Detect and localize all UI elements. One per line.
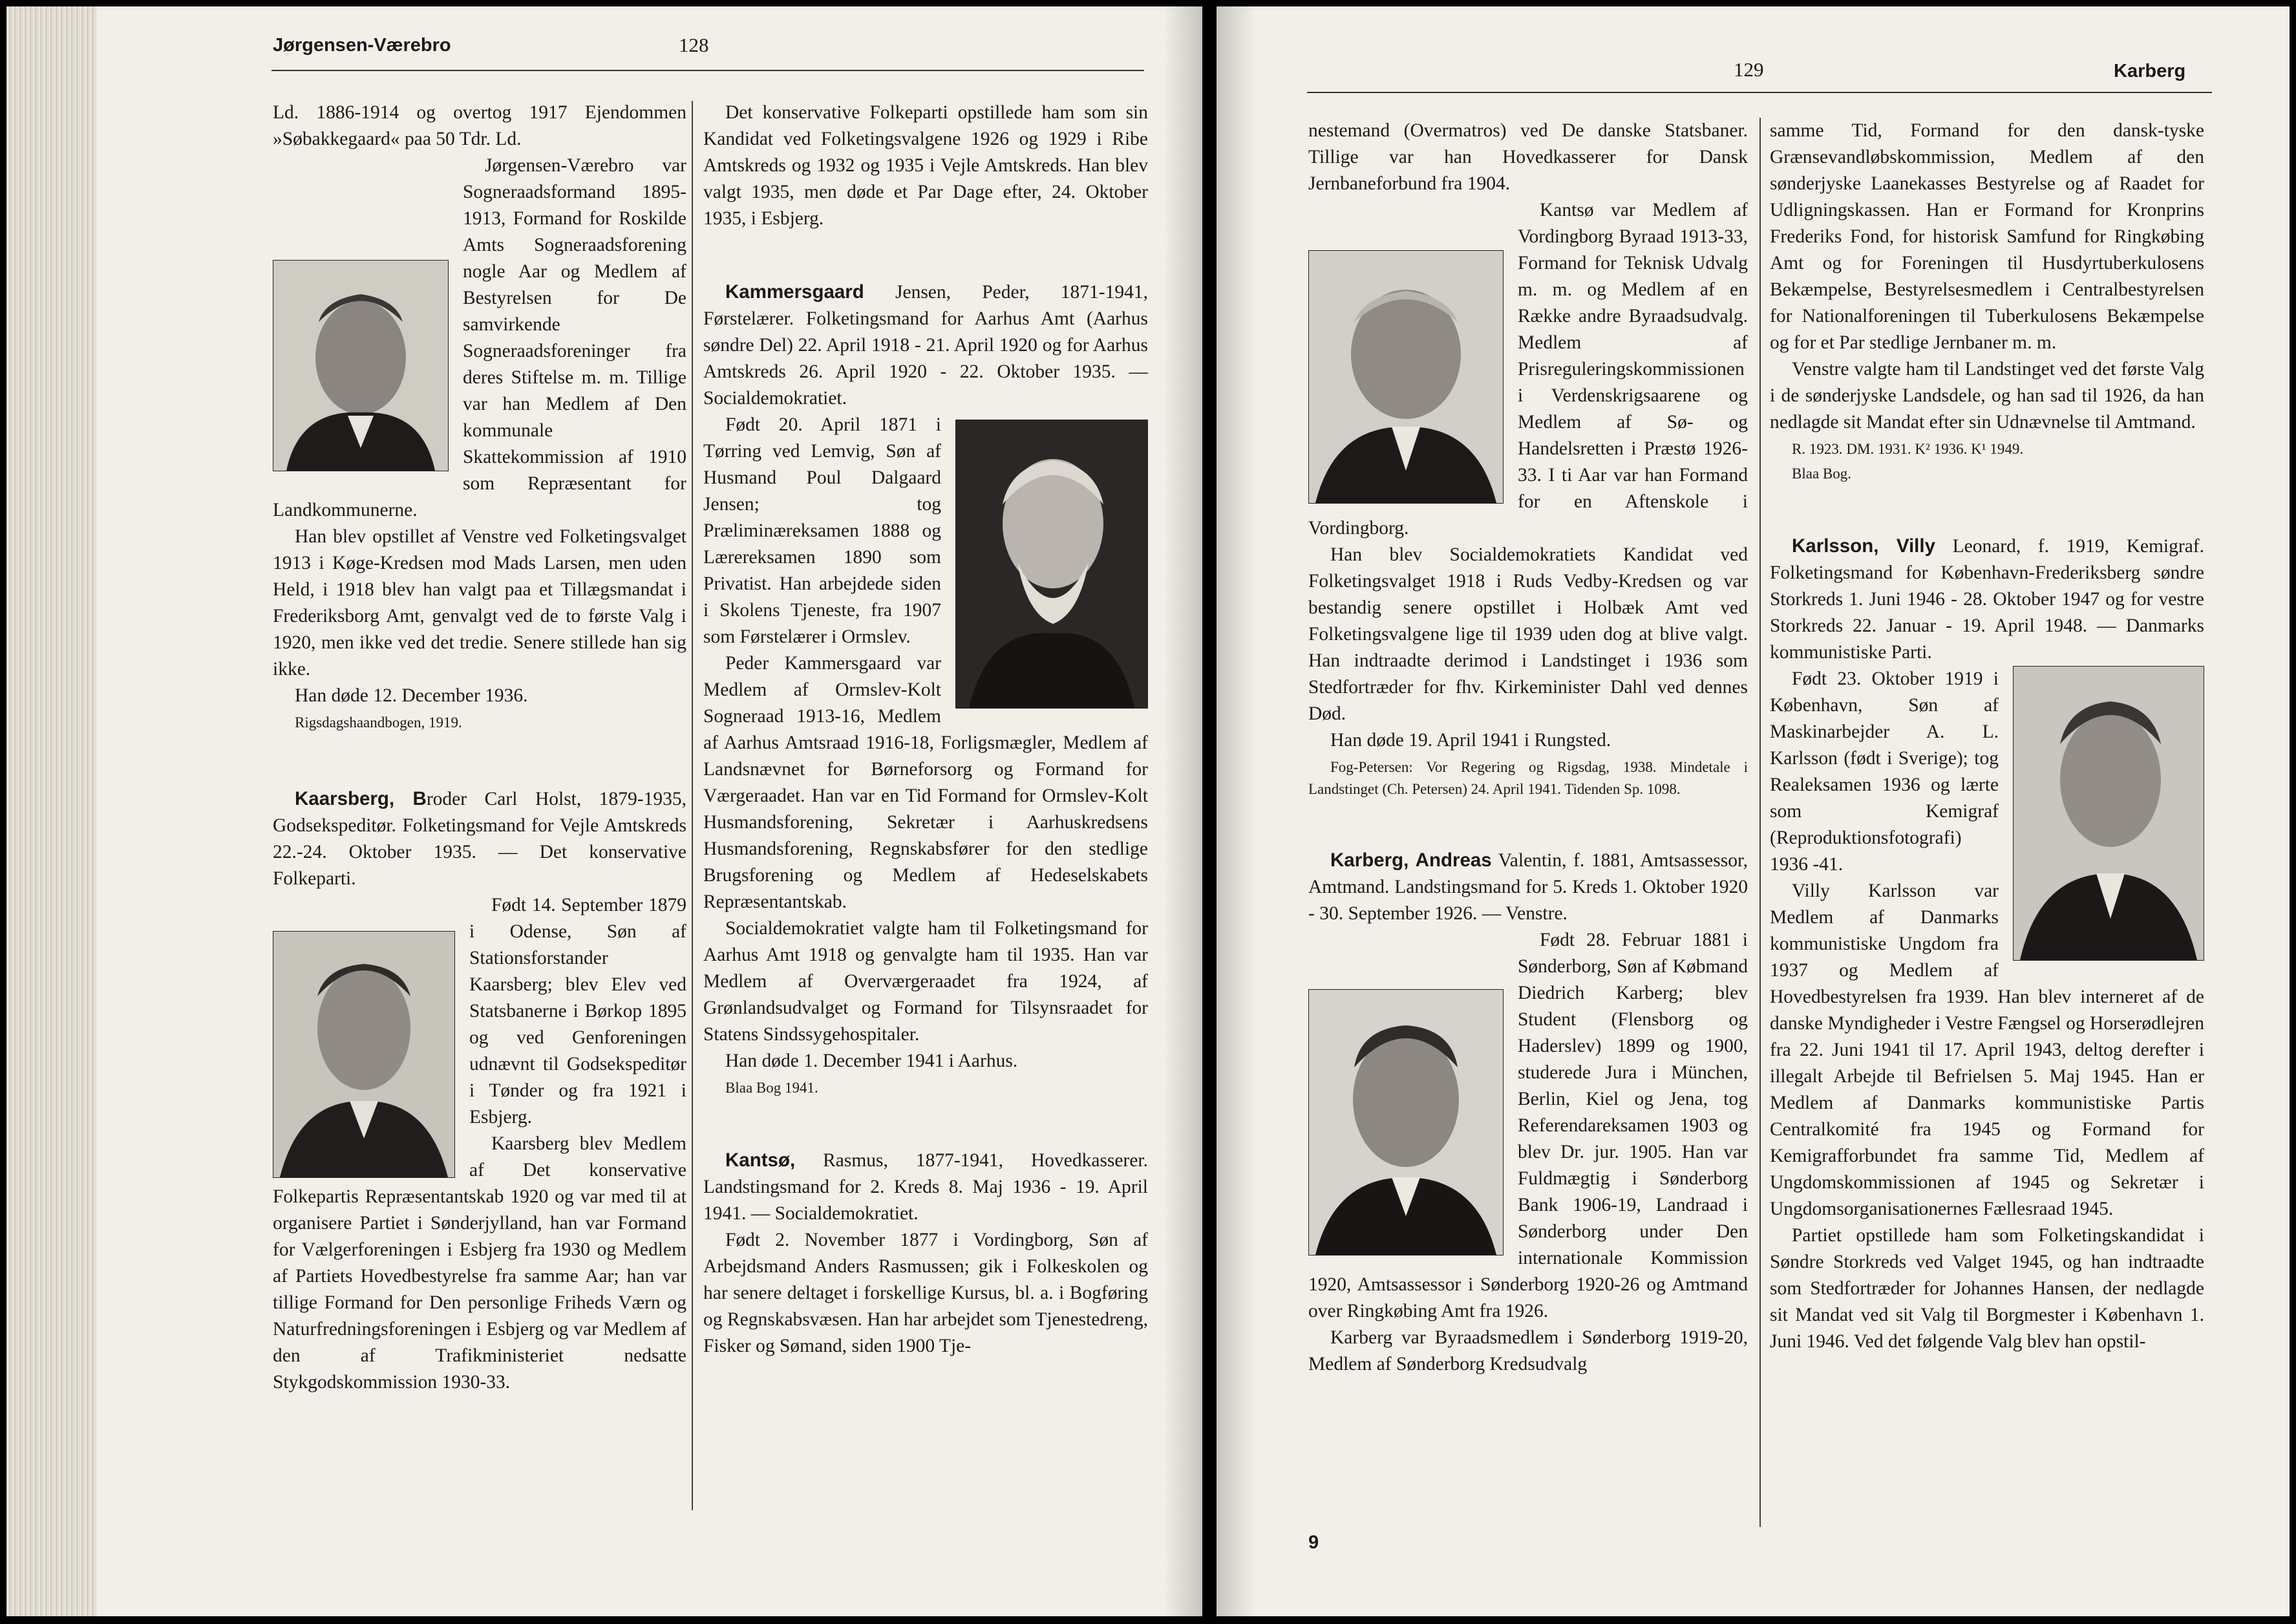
paragraph: samme Tid, Formand for den dansk-tyske Grænsevandløbskommission, Medlem af den sønderjyske Laanekasses Bestyrelse og af Raadet for Udligningskassen. Han er Formand for Kronprins Frederiks Fond, for historisk Samfund for Ringkøbing Amt og for Foreningen til Husdyrtuberkulosens Bekæmpelse, Bestyrelsesmedlem i Centralbestyrelsen for Nationalforeningen til Tuberkulosens Bekæmpelse og for et Par stedlige Jernbaner m. m. <box>1770 120 2204 353</box>
portrait-kaarsberg <box>273 931 455 1178</box>
entry-text: Valentin, f. 1881, Amtsassessor, Amtmand. Landstingsmand for 5. Kreds 1. Oktober 1920 - 30. September 1926. — Venstre. <box>1308 850 1748 924</box>
column-rule <box>1759 118 1761 1527</box>
paragraph: Født 2. November 1877 i Vordingborg, Søn af Arbejdsmand Anders Rasmussen; gik i Folkeskolen og har senere deltaget i forskellige Kursus, bl. a. i Bogføring og Regnskabsvæsen. Han har arbejdet som Tjenestedreng, Fisker og Sømand, siden 1900 Tje- <box>703 1230 1148 1356</box>
text-column-2 <box>703 100 1148 1360</box>
text-column-1 <box>1308 118 1748 1378</box>
paragraph: Kantsø var Medlem af Vordingborg Byraad 1913-33, Formand for Teknisk Udvalg m. m. og Medlem af en Række andre Byraadsudvalg. Medlem af Prisreguleringskommissionen i Verdenskrigsaarene og Medlem af Sø- og Handelsretten i Præstø 1926-33. I ti Aar var han Formand for en Aftenskole i Vordingborg. <box>1308 200 1748 539</box>
portrait-image <box>1309 990 1503 1255</box>
page-edge-stack <box>6 6 97 1616</box>
paragraph: Han døde 1. December 1941 i Aarhus. <box>725 1051 1018 1071</box>
paragraph: nestemand (Overmatros) ved De danske Statsbaner. Tillige var han Hovedkasserer for Dansk Jernbaneforbund fra 1904. <box>1308 120 1748 194</box>
paragraph: Ld. 1886-1914 og overtog 1917 Ejendommen »Søbakkegaard« paa 50 Tdr. Ld. <box>273 102 686 149</box>
portrait-kammersgaard <box>955 420 1148 709</box>
entry-name: Kaarsberg, B <box>295 788 427 809</box>
source-note: Blaa Bog 1941. <box>725 1080 818 1096</box>
source-note: R. 1923. DM. 1931. K² 1936. K¹ 1949. <box>1792 441 2024 457</box>
paragraph: Født 23. Oktober 1919 i København, Søn af Maskinarbejder A. L. Karlsson (født i Sverige); tog Realeksamen 1936 og lærte som Kemigraf (Reproduktionsfotografi) 1936 -41. <box>1770 668 1999 875</box>
portrait-jorgensen-vaerebro <box>273 260 449 471</box>
entry-name: Kantsø, <box>725 1149 796 1171</box>
paragraph: Kaarsberg blev Medlem af Det konservative Folkepartis Repræsentantskab 1920 og var med til at organisere Partiet i Sønderjylland, han var Formand for Vælgerforeningen i Esbjerg fra 1930 og Medlem af Partiets Hovedbestyrelse fra samme Aar; han var tillige Formand for Den personlige Friheds Værn og Naturfredningsforeningen i Esbjerg og var Medlem af den af Trafikministeriet nedsatte Stykgodskommission 1930-33. <box>273 1133 686 1393</box>
entry-text: Jensen, Peder, 1871-1941, Førstelærer. Folketingsmand for Aarhus Amt (Aarhus søndre Del) 22. April 1918 - 21. April 1920 og for Aarhus Amtskreds 26. April 1920 - 22. Oktober 1935. — Socialdemokratiet. <box>703 282 1148 409</box>
paragraph: Partiet opstillede ham som Folketingskandidat i Søndre Storkreds ved Valget 1945, og han indtraadte som Stedfortræder for Johannes Hansen, der nedlagde sit Mandat ved sit Valg til Borgmester i København 1. Juni 1946. Ved det følgende Valg blev han opstil- <box>1770 1225 2204 1352</box>
source-note: Fog-Petersen: Vor Regering og Rigsdag, 1938. Mindetale i Landstinget (Ch. Petersen) 24. April 1941. Tidenden Sp. 1098. <box>1308 759 1748 797</box>
paragraph: Født 14. September 1879 i Odense, Søn af Stationsforstander Kaarsberg; blev Elev ved Statsbanerne i Børkop 1895 og ved Genforeningen udnævnt til Godsekspeditør i Tønder og fra 1921 i Esbjerg. <box>469 895 686 1127</box>
entry-name: Karberg, Andreas <box>1330 849 1492 871</box>
portrait-image <box>956 420 1147 708</box>
portrait-karlsson <box>2013 666 2204 961</box>
column-rule <box>692 101 693 1510</box>
entry-text: Leonard, f. 1919, Kemigraf. Folketingsmand for København-Frederiksberg søndre Storkreds 1. Juni 1946 - 28. Oktober 1947 og for vestre Storkreds 22. Januar - 19. April 1948. — Danmarks kommunistiske Parti. <box>1770 536 2204 663</box>
portrait-kantso <box>1308 250 1504 504</box>
paragraph: Jørgensen-Værebro var Sogneraadsformand 1895-1913, Formand for Roskilde Amts Sogneraadsforening nogle Aar og Medlem af Bestyrelsen for De samvirkende Sogneraadsforeninger fra deres Stiftelse m. m. Tillige var han Medlem af Den kommunale Skattekommission af 1910 som Repræsentant for Landkommunerne. <box>273 155 686 520</box>
portrait-image <box>273 932 454 1177</box>
source-note: Blaa Bog. <box>1792 465 1851 482</box>
gutter-shadow <box>1164 6 1202 1616</box>
running-title: Jørgensen-Værebro <box>273 35 451 56</box>
paragraph: Han døde 12. December 1936. <box>295 685 528 706</box>
gutter-shadow <box>1217 6 1255 1616</box>
signature-mark: 9 <box>1308 1532 1319 1553</box>
paragraph: Han døde 19. April 1941 i Rungsted. <box>1330 730 1611 751</box>
paragraph: Peder Kammersgaard var Medlem af Ormslev-Kolt Sogneraad 1913-16, Medlem af Aarhus Amtsraad 1916-18, Forligsmægler, Medlem af Landsnævnet for Børneforsorg og Formand for Værgeraadet. Han var en Tid Formand for Ormslev-Kolt Husmandsforening, Sekretær i Aarhuskredsens Husmandsforening, Regnskabsfører for den stedlige Brugsforening og Medlem af Hedeselskabets Repræsentantskab. <box>703 653 1148 912</box>
portrait-karberg <box>1308 989 1504 1255</box>
entry-text: Rasmus, 1877-1941, Hovedkasserer. Landstingsmand for 2. Kreds 8. Maj 1936 - 19. April 1941. — Socialdemokratiet. <box>703 1150 1148 1224</box>
paragraph: Han blev opstillet af Venstre ved Folketingsvalget 1913 i Køge-Kredsen mod Mads Larsen, men uden Held, i 1918 blev han valgt paa et Tillægsmandat i Frederiksborg Amt, genvalgt ved de to første Valg i 1920, men ikke ved det tredie. Senere stillede han sig ikke. <box>273 526 686 679</box>
entry-text: roder Carl Holst, 1879-1935, Godsekspeditør. Folketingsmand for Vejle Amtskreds 22.-24. Oktober 1935. — Det konservative Folkeparti. <box>273 789 686 889</box>
running-title: Karberg <box>2114 61 2186 81</box>
header-rule <box>271 70 1144 71</box>
text-column-2 <box>1770 118 2204 1355</box>
right-page <box>1217 6 2290 1616</box>
paragraph: Villy Karlsson var Medlem af Danmarks kommunistiske Ungdom fra 1937 og Medlem af Hovedbestyrelsen fra 1939. Han blev interneret af de danske Myndigheder i Vestre Fængsel og Horserødlejren fra 22. Juni 1941 til 17. April 1943, deltog derefter i illegalt Arbejde til Befrielsen 5. Maj 1945. Han er Medlem af Danmarks kommunistiske Partis Centralkomité fra 1945 og Formand for Kemigrafforbundet fra samme Tid, Medlem af Ungdomskommissionen af 1945 og Sekretær i Ungdomsorganisationernes Fællesraad 1945. <box>1770 881 2204 1219</box>
portrait-image <box>273 261 448 471</box>
paragraph: Født 28. Februar 1881 i Sønderborg, Søn af Købmand Diedrich Karberg; blev Student (Flensborg og Haderslev) 1899 og 1900, studerede Jura i München, Berlin, Kiel og Jena, tog Referendareksamen 1903 og blev Dr. jur. 1905. Han var Fuldmægtig i Sønderborg Bank 1906-19, Landraad i Sønderborg under Den internationale Kommission 1920, Amtsassessor i Sønderborg 1920-26 og Amtmand over Ringkøbing Amt fra 1926. <box>1308 930 1748 1321</box>
paragraph: Det konservative Folkeparti opstillede ham som sin Kandidat ved Folketingsvalgene 1926 og 1929 i Ribe Amtskreds og 1932 og 1935 i Vejle Amtskreds. Han blev valgt 1935, men døde et Par Dage efter, 24. Oktober 1935, i Esbjerg. <box>703 102 1148 229</box>
paragraph: Han blev Socialdemokratiets Kandidat ved Folketingsvalget 1918 i Ruds Vedby-Kredsen og var bestandig senere opstillet i Holbæk Amt ved Folketingsvalgene lige til 1939 uden dog at blive valgt. Han indtraadte derimod i Landstinget i 1936 som Stedfortræder for fhv. Kirkeminister Dahl ved dennes Død. <box>1308 544 1748 724</box>
portrait-image <box>1309 251 1503 503</box>
entry-name: Karlsson, Villy <box>1792 535 1935 557</box>
page-number: 129 <box>1734 58 1764 81</box>
paragraph: Venstre valgte ham til Landstinget ved det første Valg i de sønderjyske Landsdele, og han sad til 1926, da han nedlagde sit Mandat efter sin Udnævnelse til Amtmand. <box>1770 359 2204 433</box>
left-page <box>6 6 1202 1616</box>
page-number: 128 <box>679 34 709 56</box>
source-note: Rigsdagshaandbogen, 1919. <box>295 714 462 731</box>
portrait-image <box>2014 667 2204 960</box>
paragraph: Karberg var Byraadsmedlem i Sønderborg 1919-20, Medlem af Sønderborg Kredsudvalg <box>1308 1327 1748 1374</box>
paragraph: Født 20. April 1871 i Tørring ved Lemvig, Søn af Husmand Poul Dalgaard Jensen; tog Præliminæreksamen 1888 og Lærereksamen 1890 som Privatist. Han arbejdede siden i Skolens Tjeneste, fra 1907 som Førstelærer i Ormslev. <box>703 414 941 647</box>
entry-name: Kammersgaard <box>725 281 864 303</box>
paragraph: Socialdemokratiet valgte ham til Folketingsmand for Aarhus Amt 1918 og genvalgte ham til 1935. Han var Medlem af Overværgeraadet fra 1924, af Grønlandsudvalget og Formand for Tilsynsraadet for Statens Sindssygehospitaler. <box>703 918 1148 1045</box>
text-column-1 <box>273 100 686 1396</box>
header-rule <box>1307 92 2212 93</box>
